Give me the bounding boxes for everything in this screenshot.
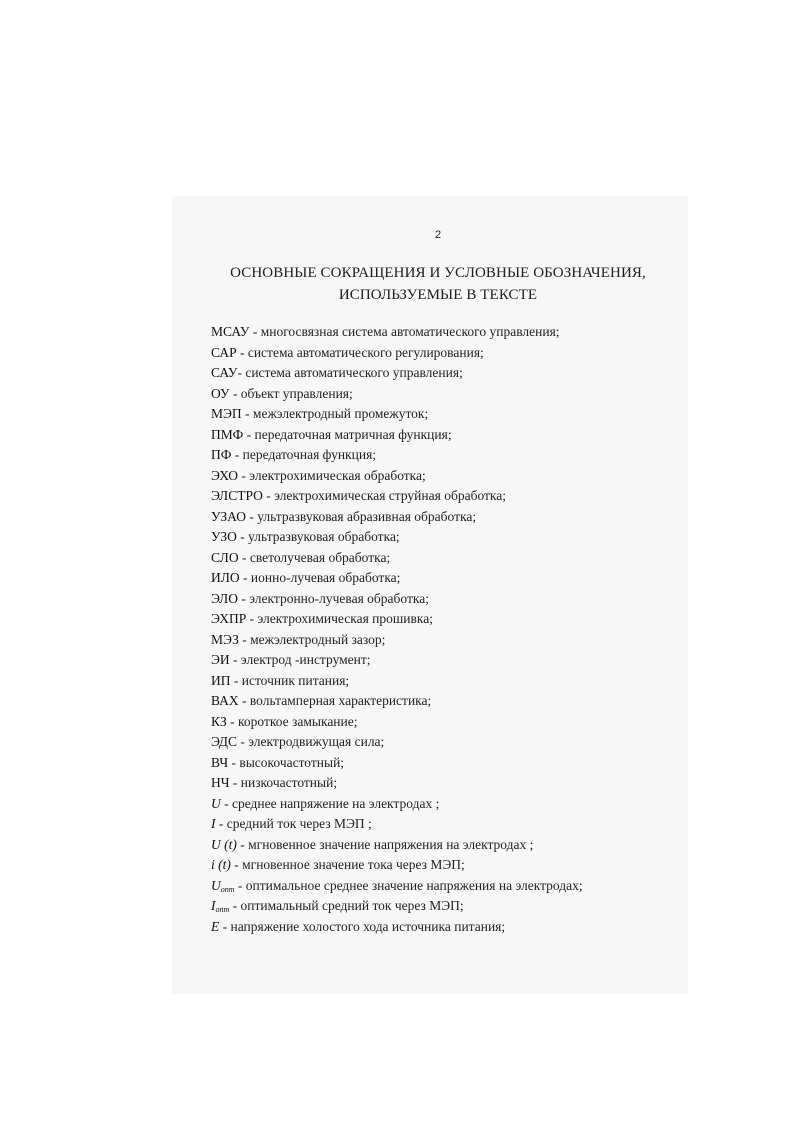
term-text: U [211, 877, 221, 893]
term-text: УЗАО [211, 508, 246, 524]
list-item [211, 425, 671, 446]
term-text: ИП [211, 672, 231, 688]
abbreviation-term [211, 714, 227, 729]
list-item [211, 650, 671, 671]
list-item [211, 876, 671, 897]
abbreviation-term [211, 386, 230, 401]
list-item [211, 384, 671, 405]
abbreviation-term [211, 529, 237, 544]
list-item [211, 691, 671, 712]
term-text: ЭХО [211, 467, 239, 483]
list-item [211, 445, 671, 466]
abbreviation-term [211, 837, 237, 852]
abbreviation-term [211, 775, 230, 790]
abbreviation-definition: - напряжение холостого хода источника питания; [219, 918, 506, 934]
list-item [211, 343, 671, 364]
abbreviation-definition: - мгновенное значение тока через МЭП; [230, 857, 465, 872]
abbreviation-definition: - система автоматического управления; [237, 365, 463, 380]
abbreviation-definition: - светолучевая обработка; [238, 549, 391, 565]
abbreviation-term [211, 509, 246, 524]
term-text: U (t) [211, 836, 237, 852]
abbreviation-term [211, 488, 263, 503]
abbreviation-list [211, 322, 671, 937]
term-text: ПМФ [211, 426, 244, 442]
abbreviation-definition: - источник питания; [230, 672, 350, 688]
term-text: ЭХПР [211, 611, 247, 626]
list-item [211, 855, 671, 876]
term-text: ЭДС [211, 734, 237, 749]
abbreviation-definition: - электронно-лучевая обработка; [237, 590, 429, 606]
term-text: СЛО [211, 549, 239, 565]
abbreviation-definition: - среднее напряжение на электродах ; [220, 795, 440, 811]
abbreviation-term [211, 673, 231, 688]
abbreviation-term [211, 693, 239, 708]
abbreviation-term [211, 324, 249, 339]
term-text: i (t) [211, 857, 231, 872]
abbreviation-term [211, 734, 237, 749]
list-item [211, 753, 671, 774]
abbreviation-term [211, 857, 231, 872]
abbreviation-definition: - электрохимическая обработка; [238, 467, 426, 483]
abbreviation-term [211, 755, 228, 770]
list-item [211, 507, 671, 528]
list-item [211, 486, 671, 507]
term-text: САР [211, 344, 237, 360]
abbreviation-definition: - межэлектродный промежуток; [241, 406, 429, 421]
term-text: УЗО [211, 529, 237, 544]
abbreviation-term [211, 591, 238, 606]
abbreviation-definition: - оптимальный средний ток через МЭП; [229, 898, 464, 913]
list-item [211, 568, 671, 589]
list-item [211, 363, 671, 384]
term-text: МЭП [211, 406, 242, 421]
abbreviation-term [211, 550, 239, 565]
abbreviation-definition: - система автоматического регулирования; [236, 344, 484, 360]
abbreviation-definition: - мгновенное значение напряжения на электродах ; [236, 836, 534, 852]
abbreviation-term [211, 447, 231, 462]
list-item [211, 835, 671, 856]
list-item [211, 609, 671, 630]
term-text: I [211, 816, 216, 831]
abbreviation-term [211, 878, 235, 893]
abbreviation-term [211, 796, 221, 811]
list-item [211, 589, 671, 610]
term-text: ВЧ [211, 754, 229, 770]
list-item [211, 794, 671, 815]
term-text: ЭИ [211, 652, 230, 667]
abbreviation-term [211, 570, 240, 585]
abbreviation-definition: - ультразвуковая обработка; [236, 529, 400, 544]
term-text: ОУ [211, 385, 230, 401]
list-item [211, 814, 671, 835]
term-text: КЗ [211, 713, 227, 729]
abbreviation-definition: - ионно-лучевая обработка; [239, 570, 401, 585]
abbreviation-definition: - электродвижущая сила; [237, 734, 385, 749]
term-text: МСАУ [211, 324, 250, 339]
title-line-1: ОСНОВНЫЕ СОКРАЩЕНИЯ И УСЛОВНЫЕ ОБОЗНАЧЕНИЯ, [230, 265, 646, 281]
abbreviation-definition: - высокочастотный; [228, 754, 345, 770]
page-number: 2 [434, 229, 442, 241]
abbreviation-term [211, 652, 230, 667]
list-item [211, 322, 671, 343]
abbreviation-definition: - средний ток через МЭП ; [215, 816, 372, 831]
list-item [211, 896, 671, 917]
abbreviation-definition: - передаточная функция; [231, 447, 377, 462]
title-line-2: ИСПОЛЬЗУЕМЫЕ В ТЕКСТЕ [338, 287, 538, 303]
list-item [211, 732, 671, 753]
list-item [211, 527, 671, 548]
list-item [211, 466, 671, 487]
list-item [211, 712, 671, 733]
term-text: САУ [211, 365, 238, 380]
abbreviation-term [211, 427, 243, 442]
term-text: ЭЛСТРО [211, 488, 263, 503]
abbreviation-definition: - передаточная матричная функция; [243, 426, 452, 442]
abbreviation-definition: - ультразвуковая абразивная обработка; [245, 508, 477, 524]
abbreviation-definition: - короткое замыкание; [226, 713, 358, 729]
abbreviation-term [211, 345, 237, 360]
term-text: ВАХ [211, 693, 239, 708]
term-text: E [211, 918, 220, 934]
term-text: НЧ [211, 775, 230, 790]
abbreviation-definition: - оптимальное среднее значение напряжения на электродах; [234, 877, 583, 893]
abbreviation-term [211, 898, 229, 913]
abbreviation-definition: - электрохимическая струйная обработка; [262, 488, 507, 503]
abbreviation-definition: - межэлектродный зазор; [238, 631, 386, 647]
abbreviation-definition: - электрохимическая прошивка; [246, 611, 433, 626]
list-item [211, 404, 671, 425]
abbreviation-definition: - многосвязная система автоматического управления; [249, 324, 560, 339]
abbreviation-term [211, 611, 246, 626]
abbreviation-term [211, 468, 238, 483]
abbreviation-definition: - объект управления; [229, 385, 353, 401]
list-item [211, 548, 671, 569]
abbreviation-term [211, 365, 237, 380]
list-item [211, 917, 671, 938]
abbreviation-definition: - низкочастотный; [229, 775, 338, 790]
abbreviation-term [211, 632, 239, 647]
term-text: ПФ [211, 447, 232, 462]
term-text: U [211, 795, 221, 811]
page-title [200, 262, 676, 306]
abbreviation-term [211, 919, 219, 934]
term-subscript: опт [215, 905, 230, 914]
term-subscript: опт [220, 884, 235, 894]
term-text: МЭЗ [211, 631, 239, 647]
list-item [211, 630, 671, 651]
list-item [211, 773, 671, 794]
abbreviation-definition: - вольтамперная характеристика; [238, 693, 432, 708]
term-text: ЭЛО [211, 590, 238, 606]
term-text: I [211, 898, 216, 913]
abbreviation-definition: - электрод -инструмент; [229, 652, 371, 667]
abbreviation-term [211, 406, 242, 421]
list-item [211, 671, 671, 692]
term-text: ИЛО [211, 570, 240, 585]
